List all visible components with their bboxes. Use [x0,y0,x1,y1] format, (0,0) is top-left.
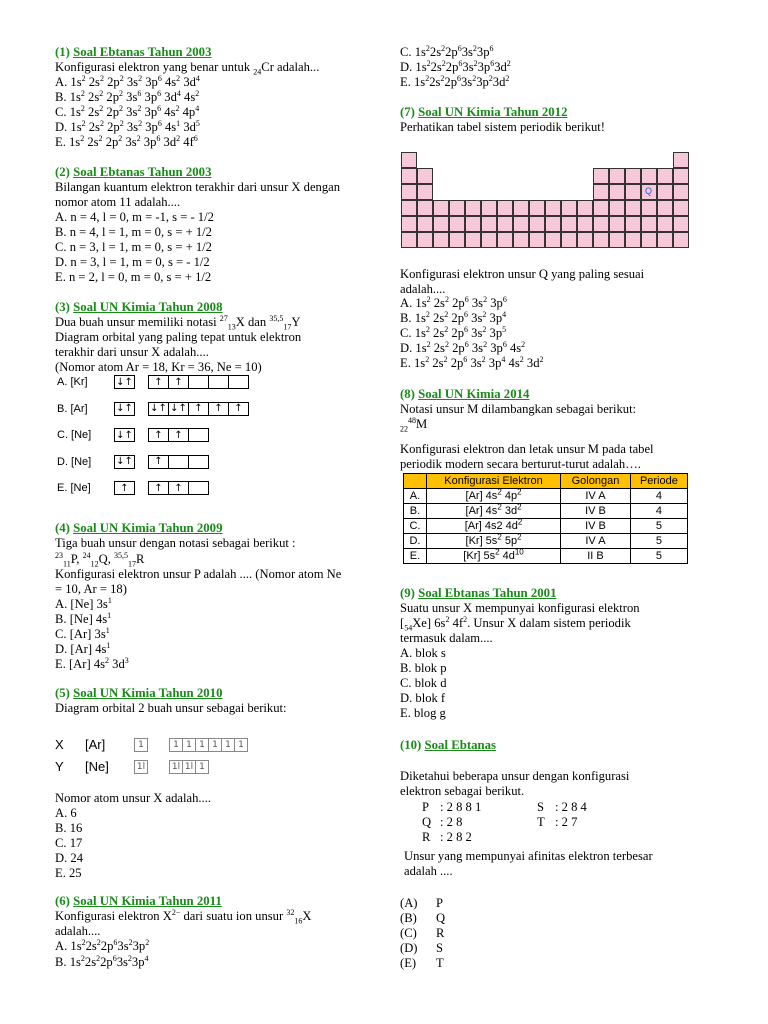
q10-option-key: (B) [400,911,417,925]
orbital-box: ↑ [228,402,249,416]
table-cell: IV B [561,504,631,519]
q1-option-3: D. $1s^2$ $2s^2$ $2p^2$ $3s^2$ $3p^6$ $4s^1$ $3d^5$ [55,118,200,134]
periodic-cell [593,184,609,200]
q10-config-symbol: Q [422,815,432,829]
periodic-cell [545,232,561,248]
table-cell: 5 [630,519,687,534]
table-header-cell [404,474,427,489]
q4-option-1: B. [Ne] $4s^1$ [55,610,112,626]
periodic-cell [497,232,513,248]
periodic-cell [673,152,689,168]
q4-option-2: C. [Ar] $3s^1$ [55,625,110,641]
periodic-cell [657,168,673,184]
q5-core: [Ne] [85,759,109,774]
q4-stem-2: $^{23}_{11}$P, $^{24}_{12}$Q, $^{35,5}_{17}$R [55,550,145,569]
table-cell: 5 [630,549,687,564]
periodic-cell [609,184,625,200]
orbital-box: ↑ [148,375,169,389]
periodic-cell [433,232,449,248]
q10-config-value: : 2 7 [555,815,578,829]
periodic-cell [657,200,673,216]
q6-option-0: A. $1s^22s^22p^63s^23p^2$ [55,937,150,953]
periodic-cell [529,216,545,232]
orbital-box: ↓↑ [114,455,135,469]
q7-option-4: E. $1s^2$ $2s^2$ $2p^6$ $3s^2$ $3p^4$ $4s^2$ $3d^2$ [400,354,544,370]
q10-config-value: : 2 8 [440,815,463,829]
q8-stem-2: Konfigurasi elektron dan letak unsur M pada tabel [400,442,654,456]
periodic-cell [657,216,673,232]
q10-config-value: : 2 8 2 [440,830,472,844]
q2-option-0: A. n = 4, l = 0, m = -1, s = - 1/2 [55,210,214,224]
q4-stem-4: = 10, Ar = 18) [55,582,127,596]
table-cell: 4 [630,489,687,504]
orbital-box: ↑ [148,455,169,469]
q5-symbol: X [55,737,64,752]
q4-option-3: D. [Ar] $4s^1$ [55,640,111,656]
periodic-cell [465,200,481,216]
table-cell: 5 [630,534,687,549]
periodic-cell [401,200,417,216]
table-cell: E. [404,549,427,564]
q3-option-label: E. [Ne] [57,482,91,494]
q10-option-key: (E) [400,956,417,970]
orbital-box: ↑ [148,428,169,442]
orbital-box: ↑ [168,481,189,495]
periodic-cell [609,232,625,248]
q4-heading: (4) Soal UN Kimia Tahun 2009 [55,521,223,535]
q5-option-1: B. 16 [55,821,83,835]
q3-option-row [57,428,209,442]
periodic-cell [561,200,577,216]
q10-config-symbol: P [422,800,430,814]
periodic-cell [609,216,625,232]
table-header-cell: Golongan [561,474,631,489]
q7-option-1: B. $1s^2$ $2s^2$ $2p^6$ $3s^2$ $3p^4$ [400,309,507,325]
q8-config-table [403,473,688,564]
q1-option-4: E. $1s^2$ $2s^2$ $2p^2$ $3s^2$ $3p^6$ $3d^2$ $4f^6$ [55,133,198,149]
q4-stem-1: Tiga buah unsur dengan notasi sebagai berikut : [55,536,296,550]
periodic-cell [593,168,609,184]
q9-option-2: C. blok d [400,676,447,690]
orbital-box: ↑ [148,481,169,495]
table-cell: B. [404,504,427,519]
table-cell: IV B [561,519,631,534]
orbital-box: ↑ [188,402,209,416]
periodic-cell [513,200,529,216]
q9-stem-2: $[_{54}Xe]$ $6s^2$ $4f^2$. Unsur X dalam sistem periodik [400,614,631,633]
q3-heading: (3) Soal UN Kimia Tahun 2008 [55,300,223,314]
periodic-cell [561,216,577,232]
q7-option-2: C. $1s^2$ $2s^2$ $2p^6$ $3s^2$ $3p^5$ [400,324,507,340]
q6r-option-2: E. $1s^22s^22p^63s^23p^23d^2$ [400,73,510,89]
table-header-cell: Konfigurasi Elektron [426,474,560,489]
q8-stem-3: periodik modern secara berturut-turut adalah…. [400,457,641,471]
q7-stem-3: adalah.... [400,282,446,296]
q6r-option-0: C. $1s^22s^22p^63s^23p^6$ [400,43,494,59]
periodic-cell [417,168,433,184]
orbital-box [208,375,229,389]
q3-option-row [57,455,209,469]
periodic-cell [449,216,465,232]
q2-option-1: B. n = 4, l = 1, m = 0, s = + 1/2 [55,225,212,239]
periodic-cell [417,232,433,248]
periodic-cell [625,216,641,232]
q5-option-2: C. 17 [55,836,83,850]
q3-option-label: D. [Ne] [57,455,92,468]
orbital-box [188,481,209,495]
orbital-box: 1 [234,738,248,752]
periodic-cell [673,232,689,248]
q-element-marker: Q [645,186,653,196]
orbital-box: 1 [169,738,183,752]
table-cell: IV A [561,489,631,504]
q9-stem-1: Suatu unsur X mempunyai konfigurasi elektron [400,601,640,615]
q5-core: [Ar] [85,737,106,752]
q3-stem-3: terakhir dari unsur X adalah.... [55,345,209,359]
q7-stem-1: Perhatikan tabel sistem periodik berikut! [400,120,605,134]
orbital-box: 1 [208,738,222,752]
periodic-cell [401,216,417,232]
q1-option-0: A. $1s^2$ $2s^2$ $2p^2$ $3s^2$ $3p^6$ $4s^2$ $3d^4$ [55,73,200,89]
q6-stem-2: adalah.... [55,924,101,938]
orbital-box: 1 [182,738,196,752]
q2-option-4: E. n = 2, l = 0, m = 0, s = + 1/2 [55,270,212,284]
periodic-cell [481,216,497,232]
orbital-box [188,375,209,389]
q9-option-0: A. blok s [400,646,446,660]
table-header-cell: Periode [630,474,687,489]
periodic-cell [433,200,449,216]
q10-stem-3: Unsur yang mempunyai afinitas elektron terbesar [404,849,653,863]
periodic-cell [641,232,657,248]
table-cell: 4 [630,504,687,519]
table-row [404,489,688,504]
q3-option-label: A. [Kr] [57,376,88,388]
periodic-cell [545,200,561,216]
q5-option-4: E. 25 [55,866,82,880]
periodic-cell [593,232,609,248]
periodic-cell [529,200,545,216]
table-cell: D. [404,534,427,549]
q3-stem-4: (Nomor atom Ar = 18, Kr = 36, Ne = 10) [55,360,262,374]
orbital-box: ↑ [168,428,189,442]
q1-heading: (1) Soal Ebtanas Tahun 2003 [55,45,212,59]
table-row [404,504,688,519]
table-header-row [404,474,688,489]
periodic-cell [657,184,673,200]
orbital-box: 1l [169,760,183,774]
orbital-box [228,375,249,389]
periodic-cell [561,232,577,248]
q4-stem-3: Konfigurasi elektron unsur P adalah .... (Nomor atom Ne [55,567,342,581]
q10-option-value: R [436,926,445,940]
q3-option-label: C. [Ne] [57,429,92,441]
q10-config-symbol: R [422,830,431,844]
q10-option-value: P [436,896,444,910]
q5-stem-1: Diagram orbital 2 buah unsur sebagai berikut: [55,701,287,715]
q9-heading: (9) Soal Ebtanas Tahun 2001 [400,586,557,600]
periodic-cell [577,200,593,216]
orbital-box [188,455,209,469]
periodic-cell [417,184,433,200]
periodic-cell [625,184,641,200]
table-cell: II B [561,549,631,564]
table-cell: [Ar] 4s2 $4d^2$ [426,519,560,534]
q10-stem-2: elektron sebagai berikut. [400,784,525,798]
q3-option-row [57,375,249,389]
orbital-box [188,428,209,442]
q2-stem-1: Bilangan kuantum elektron terakhir dari unsur X dengan [55,180,341,194]
q4-option-0: A. [Ne] $3s^1$ [55,595,112,611]
orbital-box: 1 [134,738,148,752]
periodic-cell [673,168,689,184]
orbital-box: ↓↑ [148,402,169,416]
table-cell: A. [404,489,427,504]
q7-stem-2: Konfigurasi elektron unsur Q yang paling sesuai [400,267,645,281]
q10-option-value: T [436,956,444,970]
periodic-cell [641,168,657,184]
orbital-box [168,455,189,469]
periodic-cell [641,200,657,216]
table-row [404,549,688,564]
orbital-box: ↓↑ [114,428,135,442]
table-cell: [Kr] $5s^2$ $5p^2$ [426,534,560,549]
q5-stem-2: Nomor atom unsur X adalah.... [55,791,211,805]
q9-option-1: B. blok p [400,661,447,675]
orbital-box: ↓↑ [114,375,135,389]
periodic-cell [513,216,529,232]
q3-option-label: B. [Ar] [57,402,88,415]
q10-option-key: (D) [400,941,418,955]
q3-option-row [57,402,249,416]
periodic-cell [401,152,417,168]
q1-option-1: B. $1s^2$ $2s^2$ $2p^2$ $3s^6$ $3p^6$ $3d^4$ $4s^2$ [55,88,200,104]
periodic-cell [545,216,561,232]
orbital-box: 1l [134,760,148,774]
periodic-cell [593,216,609,232]
periodic-cell [625,168,641,184]
q10-option-value: S [436,941,444,955]
q3-option-row [57,481,209,495]
table-cell: [Ar] $4s^2$ $4p^2$ [426,489,560,504]
periodic-cell [625,232,641,248]
table-cell: [Kr] $5s^2$ $4d^{10}$ [426,549,560,564]
periodic-cell [625,200,641,216]
orbital-box: ↓↑ [114,402,135,416]
q9-option-3: D. blok f [400,691,446,705]
periodic-cell [673,216,689,232]
periodic-cell [641,216,657,232]
q2-option-3: D. n = 3, l = 1, m = 0, s = - 1/2 [55,255,210,269]
q8-notation: $_{22}^{48}$M [400,415,428,434]
table-cell: IV A [561,534,631,549]
periodic-cell [401,184,417,200]
q7-option-3: D. $1s^2$ $2s^2$ $2p^6$ $3s^2$ $3p^6$ $4s^2$ [400,339,526,355]
periodic-cell [449,232,465,248]
q10-option-key: (C) [400,926,417,940]
q3-stem-2: Diagram orbital yang paling tepat untuk elektron [55,330,302,344]
q5-orbital-row [55,737,248,752]
orbital-box: ↑ [114,481,135,495]
periodic-cell [593,200,609,216]
q7-heading: (7) Soal UN Kimia Tahun 2012 [400,105,568,119]
periodic-cell [497,216,513,232]
q5-symbol: Y [55,759,64,774]
periodic-cell [673,184,689,200]
table-row [404,519,688,534]
q10-stem-4: adalah .... [404,864,453,878]
q6-option-1: B. $1s^22s^22p^63s^23p^4$ [55,953,149,969]
q10-config-value: : 2 8 4 [555,800,587,814]
orbital-box: 1 [221,738,235,752]
periodic-cell [529,232,545,248]
periodic-cell [577,232,593,248]
q5-orbital-row [55,759,209,774]
q1-stem: Konfigurasi elektron yang benar untuk $_{24}$Cr adalah... [55,60,320,77]
q2-stem-2: nomor atom 11 adalah.... [55,195,181,209]
periodic-cell [433,216,449,232]
q10-option-key: (A) [400,896,418,910]
q4-option-4: E. [Ar] $4s^2$ $3d^3$ [55,655,129,671]
periodic-cell [481,232,497,248]
orbital-box: 1 [195,738,209,752]
periodic-cell [401,168,417,184]
q6-stem-1: Konfigurasi elektron $X^{2-}$ dari suatu ion unsur $^{32}_{16}$X [55,907,312,926]
q2-heading: (2) Soal Ebtanas Tahun 2003 [55,165,212,179]
periodic-cell [465,216,481,232]
q9-option-4: E. blog g [400,706,446,720]
periodic-cell [417,216,433,232]
periodic-cell [609,200,625,216]
q10-stem-1: Diketahui beberapa unsur dengan konfigurasi [400,769,630,783]
periodic-cell [497,200,513,216]
periodic-cell [657,232,673,248]
orbital-box: 1 [195,760,209,774]
q8-stem-1: Notasi unsur M dilambangkan sebagai berikut: [400,402,637,416]
table-row [404,534,688,549]
q10-heading: (10) Soal Ebtanas [400,738,497,752]
orbital-box: ↑ [208,402,229,416]
q10-config-symbol: S [537,800,545,814]
q9-stem-3: termasuk dalam.... [400,631,493,645]
orbital-box: 1l [182,760,196,774]
periodic-cell [609,168,625,184]
periodic-cell [417,200,433,216]
periodic-cell [577,216,593,232]
periodic-cell [513,232,529,248]
q10-config-symbol: T [537,815,545,829]
orbital-box: ↑ [168,375,189,389]
table-cell: C. [404,519,427,534]
periodic-cell [449,200,465,216]
periodic-cell [481,200,497,216]
q5-heading: (5) Soal UN Kimia Tahun 2010 [55,686,223,700]
periodic-cell [465,232,481,248]
q10-config-value: : 2 8 8 1 [440,800,482,814]
periodic-cell [401,232,417,248]
q10-option-value: Q [436,911,446,925]
q8-heading: (8) Soal UN Kimia 2014 [400,387,530,401]
q6-heading: (6) Soal UN Kimia Tahun 2011 [55,894,222,908]
q5-option-3: D. 24 [55,851,83,865]
q1-option-2: C. $1s^2$ $2s^2$ $2p^2$ $3s^2$ $3p^6$ $4s^2$ $4p^4$ [55,103,200,119]
q5-option-0: A. 6 [55,806,77,820]
periodic-cell [673,200,689,216]
q6r-option-1: D. $1s^22s^22p^63s^23p^63d^2$ [400,58,511,74]
table-cell: [Ar] $4s^2$ $3d^2$ [426,504,560,519]
q2-option-2: C. n = 3, l = 1, m = 0, s = + 1/2 [55,240,212,254]
q3-stem-1: Dua buah unsur memiliki notasi $^{27}_{13}$X dan $^{35,5}_{17}$Y [55,313,301,332]
orbital-box: ↓↑ [168,402,189,416]
q7-option-0: A. $1s^2$ $2s^2$ $2p^6$ $3s^2$ $3p^6$ [400,294,507,310]
